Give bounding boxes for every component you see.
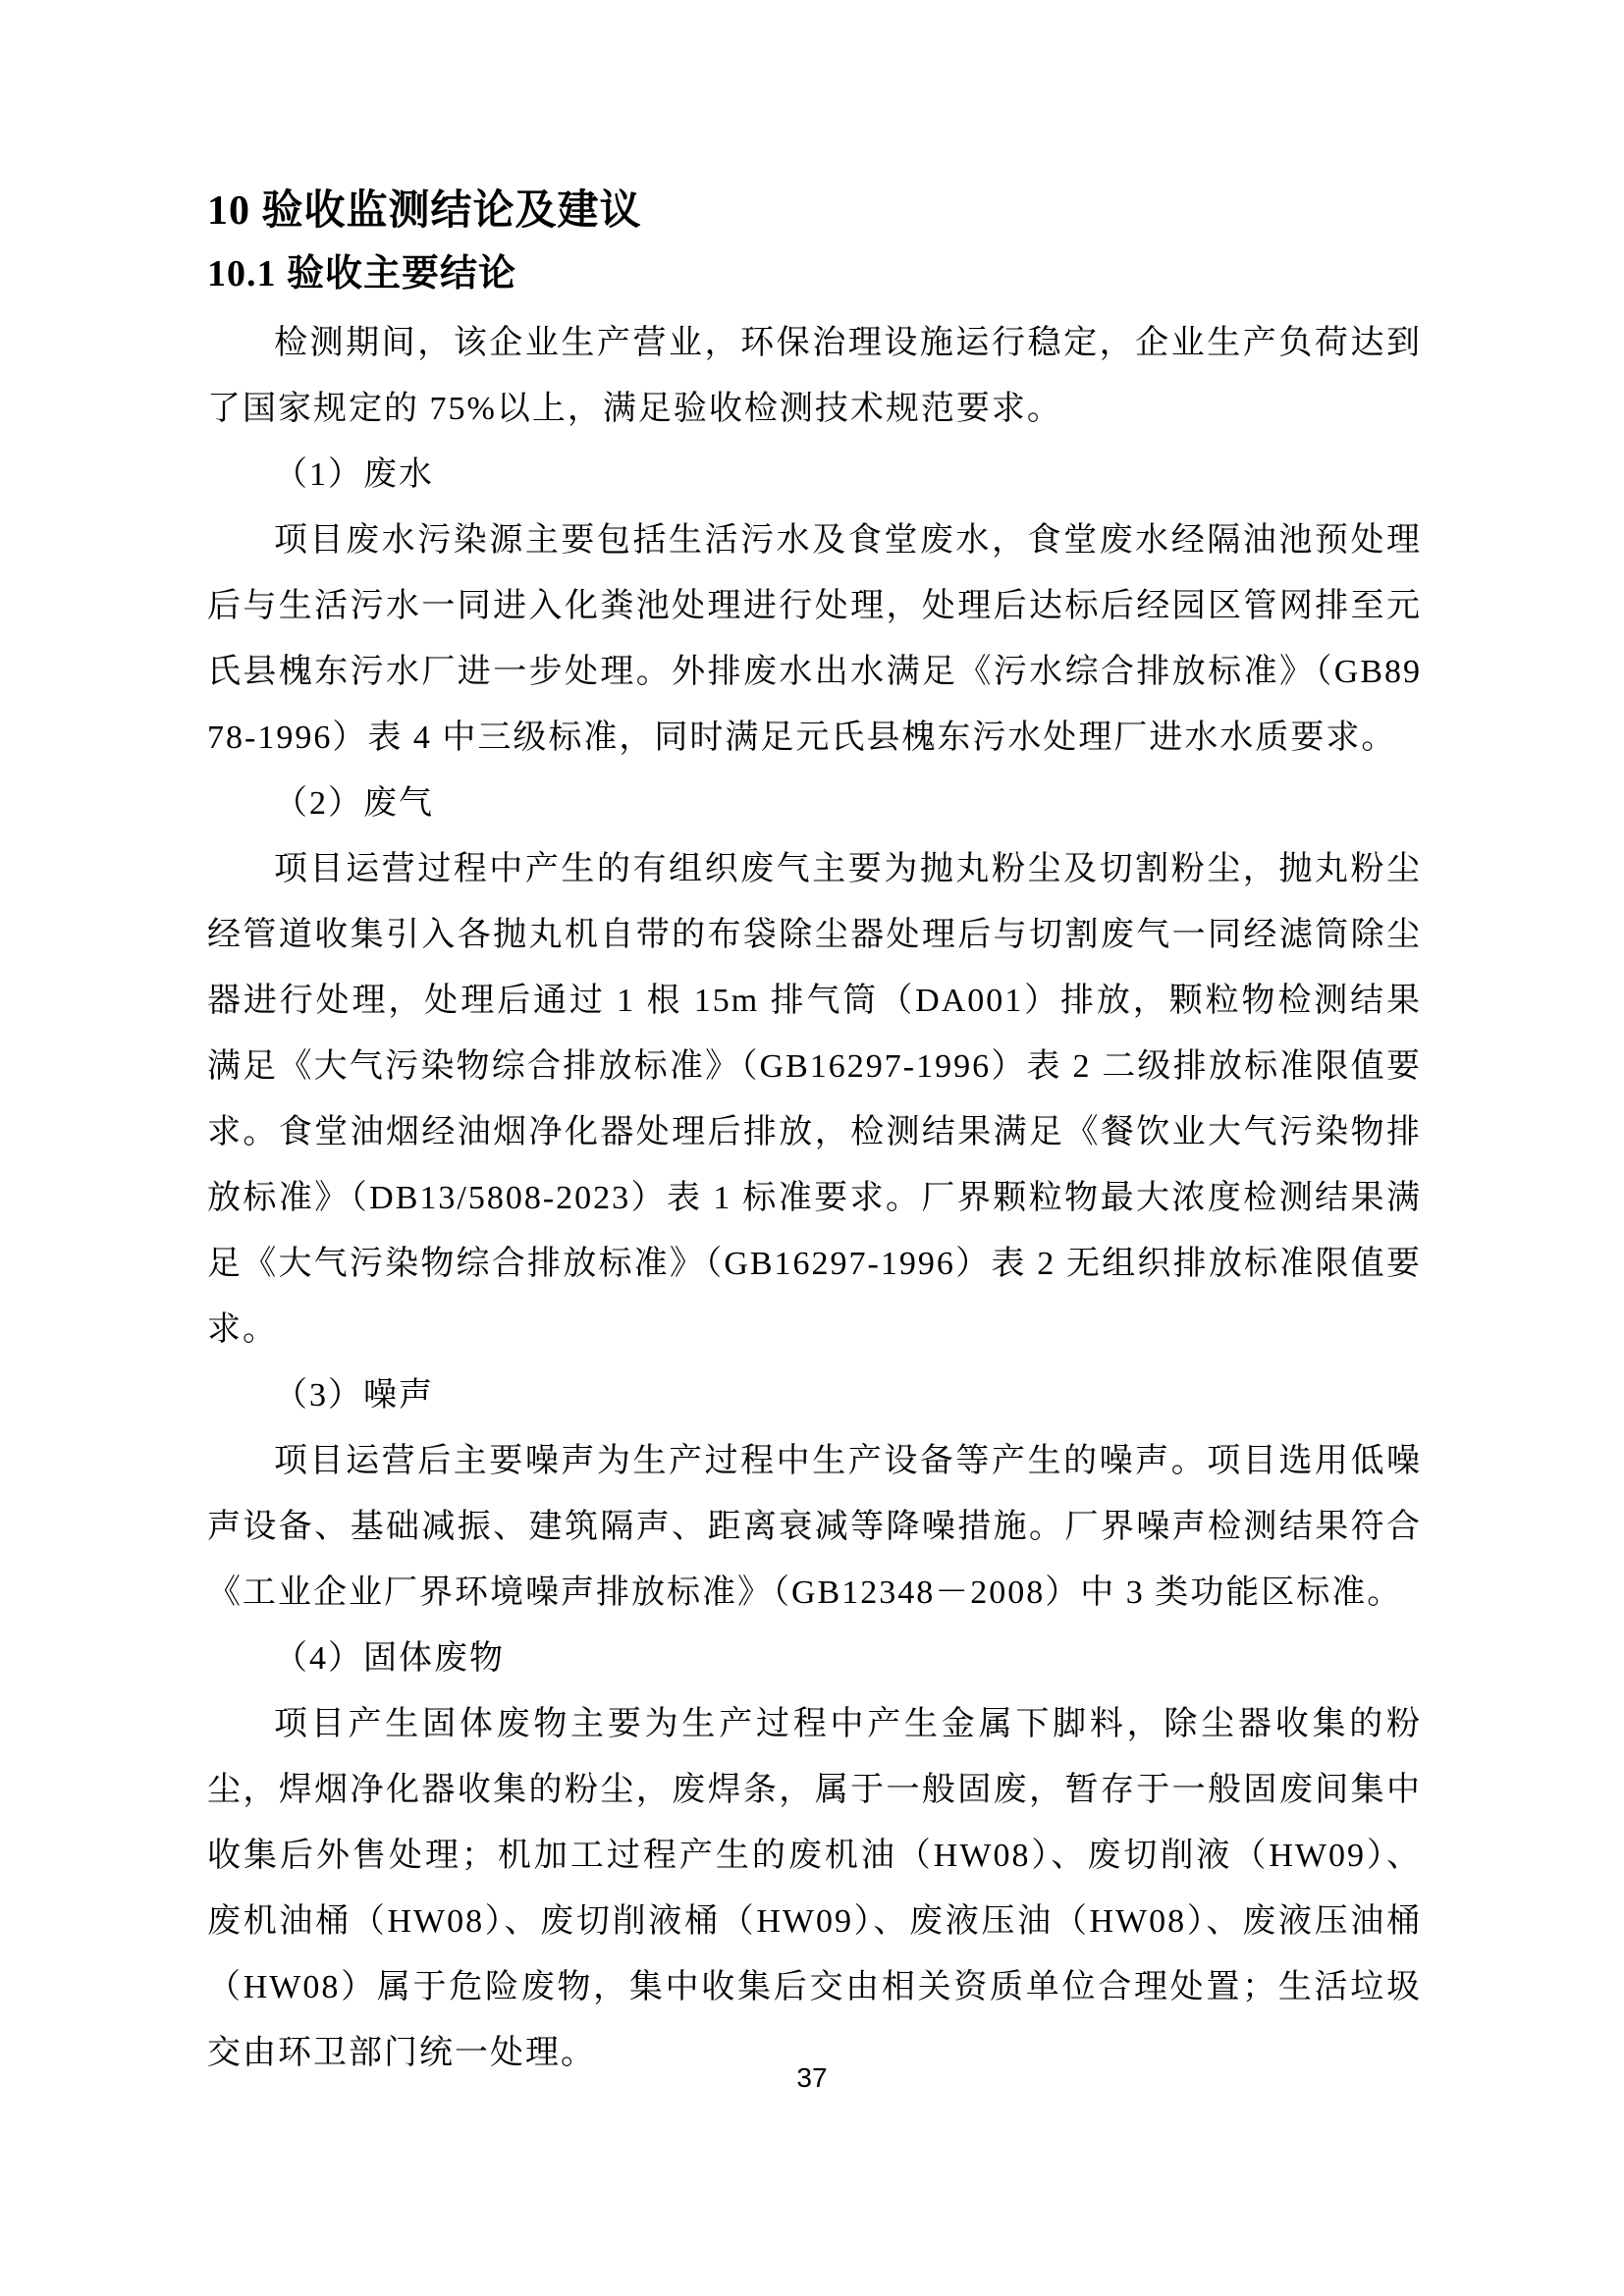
paragraph-noise: 项目运营后主要噪声为生产过程中生产设备等产生的噪声。项目选用低噪声设备、基础减振、建筑隔声、距离衰减等降噪措施。厂界噪声检测结果符合《工业企业厂界环境噪声排放标准》（GB12348－2008）中 3 类功能区标准。 xyxy=(207,1443,1422,1611)
section-heading: 10.1 验收主要结论 xyxy=(207,253,517,294)
page-number: 37 xyxy=(796,2062,828,2093)
subheading-wastewater: （1）废水 xyxy=(274,456,434,493)
chapter-heading: 10 验收监测结论及建议 xyxy=(207,188,642,234)
subheading-solid-waste: （4）固体废物 xyxy=(274,1640,505,1677)
body-text xyxy=(207,310,1422,2086)
subheading-exhaust-gas: （2）废气 xyxy=(274,785,434,822)
paragraph-wastewater: 项目废水污染源主要包括生活污水及食堂废水，食堂废水经隔油池预处理后与生活污水一同进入化粪池处理进行处理，处理后达标后经园区管网排至元氏县槐东污水厂进一步处理。外排废水出水满足《污水综合排放标准》（GB8978-1996）表 4 中三级标准，同时满足元氏县槐东污水处理厂进水水质要求。 xyxy=(207,522,1422,756)
subheading-noise: （3）噪声 xyxy=(274,1377,434,1414)
paragraph-intro: 检测期间，该企业生产营业，环保治理设施运行稳定，企业生产负荷达到了国家规定的 75%以上，满足验收检测技术规范要求。 xyxy=(207,325,1422,427)
paragraph-solid-waste: 项目产生固体废物主要为生产过程中产生金属下脚料，除尘器收集的粉尘，焊烟净化器收集的粉尘，废焊条，属于一般固废，暂存于一般固废间集中收集后外售处理；机加工过程产生的废机油（HW08）、废切削液（HW09）、废机油桶（HW08）、废切削液桶（HW09）、废液压油（HW08）、废液压油桶（HW08）属于危险废物，集中收集后交由相关资质单位合理处置；生活垃圾交由环卫部门统一处理。 xyxy=(207,1706,1422,2071)
paragraph-exhaust-gas: 项目运营过程中产生的有组织废气主要为抛丸粉尘及切割粉尘，抛丸粉尘经管道收集引入各抛丸机自带的布袋除尘器处理后与切割废气一同经滤筒除尘器进行处理，处理后通过 1 根 15m 排气筒（DA001）排放，颗粒物检测结果满足《大气污染物综合排放标准》（GB16297-1996）表 2 二级排放标准限值要求。食堂油烟经油烟净化器处理后排放，检测结果满足《餐饮业大气污染物排放标准》（DB13/5808-2023）表 1 标准要求。厂界颗粒物最大浓度检测结果满足《大气污染物综合排放标准》（GB16297-1996）表 2 无组织排放标准限值要求。 xyxy=(207,851,1422,1348)
document-content xyxy=(207,187,1422,2086)
